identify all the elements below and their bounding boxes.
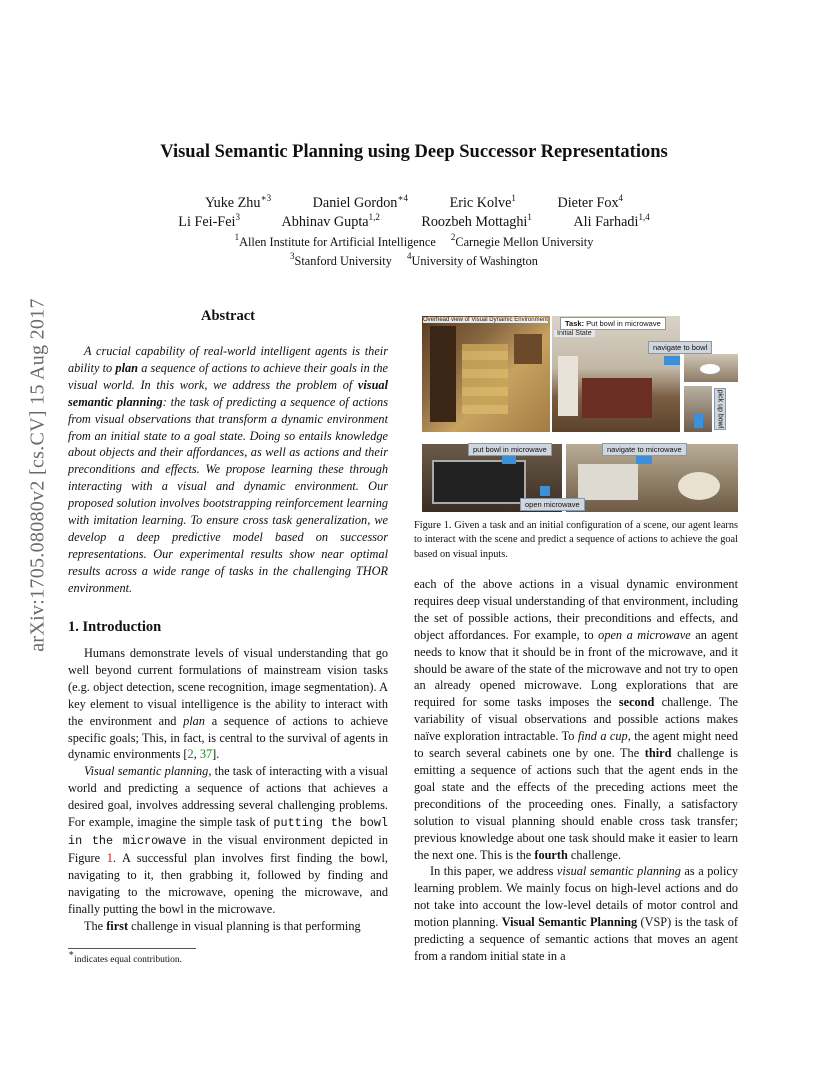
author: Daniel Gordon$^{∗4}$ [312, 193, 409, 211]
paragraph: each of the above actions in a visual dynamic environment requires deep visual understanding of that environment, including the set of possible actions, their preconditions and effects, and object affordances. For example, to open a microwave an agent needs to know that it should be in front of the microwave, and it should be aware of the state of the microwave and not try to open an already opened microwave. Long explorations that are required for some tasks imposes the second challenge. The variability of visual observations and possible actions makes naïve exploration intractable. To find a cup, the agent might need to search several cabinets one by one. The third challenge is emitting a sequence of actions such that the agent ends in the goal state and the effects of the preceding actions meet the preconditions of the proceeding ones. Finally, a satisfactory solution to visual planning should enable cross task transfer; previous knowledge about one task should make it easier to learn the next one. This is the fourth challenge. [414, 577, 739, 862]
arrow-icon [502, 456, 516, 464]
arrow-icon [694, 414, 703, 428]
arrow-icon [540, 486, 550, 496]
affiliation: $^1$Allen Institute for Artificial Intelligence [234, 232, 436, 249]
author: Abhinav Gupta$^{1,2}$ [281, 212, 380, 230]
authors-row-2 [0, 214, 828, 231]
authors-row-1 [0, 195, 828, 212]
arrow-icon [664, 356, 680, 365]
action-pick-up-bowl: pick up bowl [714, 388, 726, 430]
footnote-divider [68, 948, 196, 949]
author: Yuke Zhu$^{∗3}$ [204, 193, 272, 211]
overhead-view-image [422, 316, 550, 432]
task-label: Task: Put bowl in microwave [560, 317, 666, 330]
affiliation: $^4$University of Washington [406, 251, 538, 268]
citation-link[interactable]: 2 [187, 747, 194, 762]
paragraph: The first challenge in visual planning is that performing [84, 918, 361, 933]
figure-1-caption: Figure 1. Given a task and an initial configuration of a scene, our agent learns to interact with the scene and predict a sequence of actions to achieve the goal based on visual inputs. [414, 520, 738, 560]
right-column-body [414, 576, 738, 965]
initial-state-label: Initial State [554, 330, 595, 337]
action-open-microwave: open microwave [520, 498, 585, 511]
author: Ali Farhadi$^{1,4}$ [573, 212, 650, 230]
paragraph: In this paper, we address visual semantic planning as a policy learning problem. We mainly focus on high-level actions and do not take into account the low-level details of motor control and motion planning. Visual Semantic Planning (VSP) is the task of predicting a sequence of semantic actions that moves an agent from a random initial state in a [414, 864, 738, 963]
author: Eric Kolve$^1$ [449, 193, 516, 211]
action-navigate-to-microwave: navigate to microwave [602, 443, 687, 456]
overhead-view-label: Overhead view of Visual Dynamic Environment [423, 317, 548, 323]
action-navigate-to-bowl: navigate to bowl [648, 341, 712, 354]
author: Dieter Fox$^4$ [557, 193, 624, 211]
author: Li Fei-Fei$^3$ [178, 212, 240, 230]
affiliation: $^3$Stanford University [290, 251, 392, 268]
paper-title: Visual Semantic Planning using Deep Successor Representations [160, 142, 668, 162]
introduction-body [68, 645, 388, 934]
bowl-closeup-image [684, 354, 738, 382]
action-put-bowl-in-microwave: put bowl in microwave [468, 443, 552, 456]
arrow-icon [636, 456, 652, 464]
footnote: ∗indicates equal contribution. [68, 948, 183, 965]
affiliation: $^2$Carnegie Mellon University [450, 232, 594, 249]
arxiv-identifier: arXiv:1705.08080v2 [cs.CV] 15 Aug 2017 [26, 298, 49, 652]
arxiv-sidebar-stamp [8, 270, 68, 680]
citation-link[interactable]: 37 [199, 747, 213, 762]
abstract-body: A crucial capability of real-world intelligent agents is their ability to plan a sequence of actions to achieve their goals in the visual world. In this work, we address the problem of visual semantic planning: the task of predicting a sequence of actions from visual observations that transform a dynamic environment from an initial state to a goal state. Doing so entails knowledge about objects and their affordances, as well as actions and their preconditions and effects. We propose learning these through interacting with a visual and dynamic environment. Our proposed solution involves bootstrapping reinforcement learning with imitation learning. To ensure cross task generalization, we develop a deep predictive model based on successor representations. Our experimental results show near optimal results across a wide range of tasks in the challenging THOR environment. [68, 344, 388, 595]
section-heading-introduction: 1. Introduction [68, 619, 162, 635]
paragraph: Humans demonstrate levels of visual understanding that go well beyond current formulations of mainstream vision tasks (e.g. object detection, scene recognition, image segmentation). A key element to visual intelligence is the ability to interact with the environment and plan a sequence of actions to achieve specific goals; This, in fact, is central to the survival of agents in dynamic environments [2, 37]. [68, 646, 388, 762]
figure-1 [422, 316, 738, 512]
figure-reference-link[interactable]: 1 [106, 850, 113, 865]
affiliations-row-2 [0, 251, 828, 269]
author: Roozbeh Mottaghi$^1$ [421, 212, 532, 230]
abstract-heading: Abstract [201, 308, 255, 324]
affiliations-row-1 [0, 232, 828, 250]
paragraph: Visual semantic planning, the task of interacting with a visual world and predicting a sequence of actions that achieves a desired goal, involves addressing several challenging problems. For example, imagine the simple task of putting the bowl in the microwave in the visual environment depicted in Figure 1. A successful plan involves first finding the bowl, navigating to it, then grabbing it, followed by finding and navigating to the microwave, opening the microwave, and finally putting the bowl in the microwave. [68, 764, 388, 916]
